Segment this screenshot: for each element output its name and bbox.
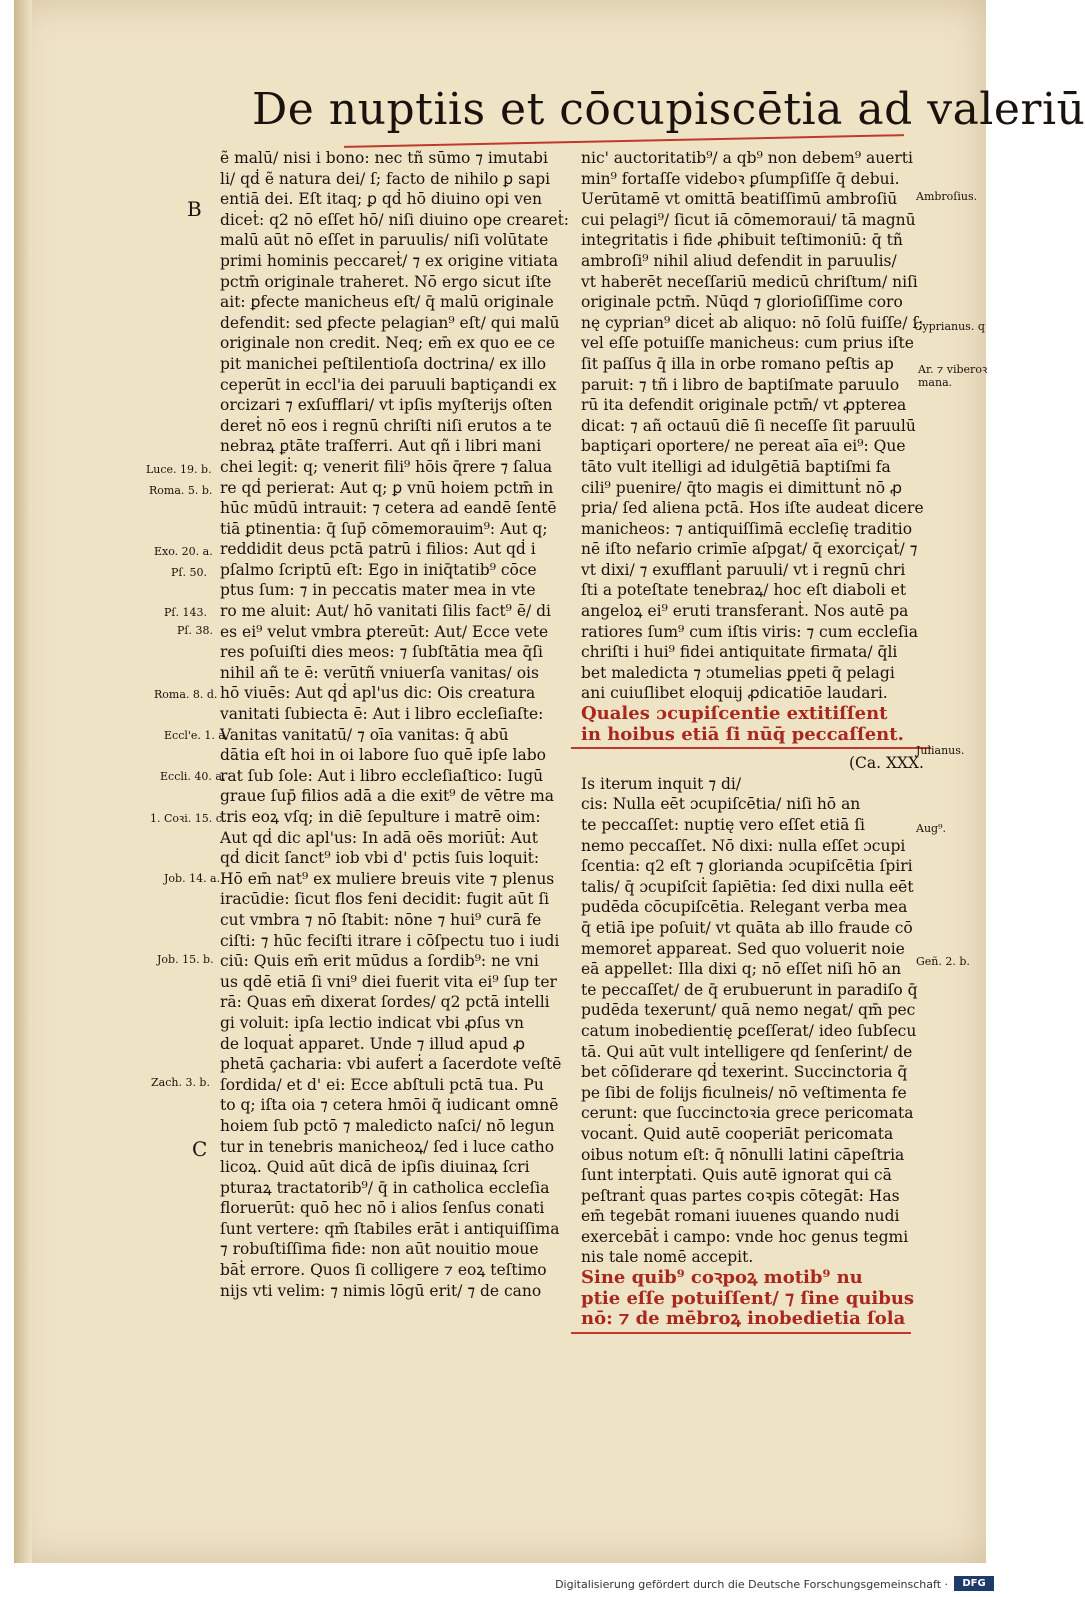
- text-line: primi hominis peccareṫ/ ⁊ ex origine vitiata: [220, 251, 559, 270]
- text-line: tiā ꝑtinentia: q̄ ſup̄ cōmemorauim⁹: Aut q;: [220, 519, 548, 538]
- text-line: ceperūt in eccl'ia dei paruuli baptiçandi ex: [220, 375, 557, 394]
- text-line: Quales ɔcupiſcentie extitiſſent: [581, 703, 888, 725]
- text-line: ẽ malū/ nisi i bono: nec tñ sūmo ⁊ imutabi: [220, 149, 548, 167]
- text-line: eā appellet: Illa dixi q; nō eſſet niſi hō an: [581, 960, 902, 979]
- text-line: us qdē etiā ſi vni⁹ diei fuerit vita ei⁹ ſup ter: [220, 972, 557, 991]
- text-line: dereṫ nō eos i regnū chriſti niſi erutos a te: [220, 416, 552, 435]
- text-line: iracūdie: ſicut flos feni decidit: fugit aūt ſi: [220, 890, 550, 909]
- text-line: graue ſup̄ filios adā a die exit⁹ de vētre ma: [220, 787, 555, 806]
- text-line: phetā çacharia: vbi auferṫ a ſacerdote veſtē: [220, 1055, 562, 1074]
- text-line: diceṫ: q2 nō eſſet hō/ niſi diuino ope creareṫ:: [220, 210, 570, 229]
- text-line: nebraꝝ ꝑtāte traſferri. Aut qñ i libri mani: [220, 437, 542, 456]
- page-gutter: [14, 0, 32, 1563]
- margin-note-right: Cyprianus. q: [914, 320, 985, 333]
- margin-note-left: Pſ. 38.: [177, 624, 213, 637]
- rubric-rule-1: [571, 747, 931, 749]
- margin-note-right: Geñ. 2. b.: [916, 955, 970, 968]
- text-line: qḋ dicit ſanct⁹ iob vbi d' pctis ſuis loquiṫ:: [220, 849, 540, 868]
- text-line: to q; iſta oia ⁊ cetera hmōi q̄ iudicant omnē: [220, 1096, 559, 1115]
- text-line: cerunt: que ſuccinctoꝛia grece pericomata: [581, 1104, 914, 1123]
- margin-note-left: Job. 15. b.: [157, 953, 214, 966]
- title-rule: [344, 134, 904, 148]
- text-line: vocanṫ. Quid autē cooperiāt pericomata: [581, 1124, 894, 1143]
- text-line: ſunt vertere: qm̄ ſtabiles erāt i antiquiſſima: [220, 1219, 560, 1238]
- rubric-heading-2: [581, 1268, 924, 1330]
- text-line: ambroſi⁹ nihil aliud defendit in paruulis/: [581, 251, 897, 270]
- text-line: Uerūtamē vt omittā beatiſſimū ambroſiū: [581, 190, 898, 209]
- text-line: q̄ etiā ipe poſuit/ vt quāta ab illo fraude cō: [581, 918, 913, 937]
- margin-note-left: Eccli. 40. a.: [160, 770, 226, 783]
- text-line: floruerūt: quō hec nō i alios ſenſus conati: [220, 1199, 545, 1218]
- text-line: nis tale nomē accepit.: [581, 1248, 754, 1267]
- text-line: ptie eſſe potuiſſent/ ⁊ ſine quibus: [581, 1287, 915, 1309]
- text-line: min⁹ fortaſſe videboꝛ ꝑſumpſiſſe q̄ debui.: [581, 169, 900, 188]
- text-line: integritatis i fide ꝓhibuit teſtimoniū: q̄ tñ: [581, 231, 903, 250]
- text-line: es ei⁹ velut vmbra ꝑtereūt: Aut/ Ecce vete: [220, 622, 549, 641]
- text-line: pria/ ſed aliena pctā. Hos iſte audeat dicere: [581, 499, 924, 518]
- text-line: pctm̄ originale traheret. Nō ergo sicut iſte: [220, 272, 552, 291]
- text-line: te peccaſſet/ de q̄ erubuerunt in paradiſo q̄: [581, 980, 918, 999]
- text-line: Hō em̄ nat⁹ ex muliere breuis vite ⁊ plenus: [220, 869, 555, 888]
- text-line: bāṫ errore. Quos ſi colligere ⁊ eoꝝ teſtimo: [220, 1261, 547, 1280]
- margin-note-left: 1. Coꝛi. 15. c.: [150, 812, 226, 825]
- text-line: ani cuiuſlibet eloquij ꝓdicatiōe laudari.: [581, 684, 888, 703]
- text-line: ſit paſſus q̄ illa in orbe romano peſtis ap: [581, 354, 894, 373]
- right-column-text-b: [581, 774, 924, 1268]
- text-line: Sine quib⁹ coꝛpoꝝ motib⁹ nu: [581, 1267, 863, 1289]
- text-line: pe ſibi de folijs ficulneis/ nō veſtimenta fe: [581, 1083, 907, 1102]
- footer-credit: Digitalisierung gefördert durch die Deutsche Forschungsgemeinschaft ·: [555, 1578, 948, 1591]
- right-column-text-a: [581, 148, 924, 704]
- margin-note-left: Pſ. 50.: [171, 566, 207, 579]
- text-line: ait: ꝑfecte manicheus eſt/ q̄ malū originale: [220, 293, 554, 312]
- text-line: pſalmo ſcriptū eſt: Ego in iniq̄tatib⁹ cōce: [220, 560, 537, 579]
- text-line: tris eoꝝ vſq; in diē ſepulture i matrē oim:: [220, 808, 541, 826]
- margin-note-left: Luce. 19. b.: [146, 463, 212, 476]
- margin-note-left: Eccl'e. 1. a.: [164, 729, 229, 742]
- text-line: reddidit deus pctā patrū i filios: Aut qḋ i: [220, 540, 536, 559]
- margin-note-right: Aug⁹.: [916, 822, 946, 835]
- text-line: nē iſto nefario crimīe aſpgat/ q̄ exorciçaṫ/ ⁊: [581, 540, 918, 559]
- text-line: pudēda texerunt/ quā nemo negat/ qm̄ pec: [581, 1001, 916, 1020]
- text-line: tur in tenebris manicheoꝝ/ ſed i luce catho: [220, 1137, 555, 1156]
- margin-note-left: Exo. 20. a.: [154, 545, 213, 558]
- text-line: vel eſſe potuiſſe manicheus: cum prius iſte: [581, 334, 914, 353]
- text-line: hoiem ſub pctō ⁊ maledicto naſci/ nō legun: [220, 1116, 555, 1135]
- margin-note-left: Zach. 3. b.: [151, 1076, 210, 1089]
- dfg-logo-icon: DFG: [954, 1576, 994, 1591]
- text-line: baptiçari oportere/ ne pereat aīa ei⁹: Que: [581, 437, 906, 456]
- rubric-rule-2: [571, 1332, 911, 1334]
- text-line: paruit: ⁊ tñ i libro de baptiſmate paruulo: [581, 375, 900, 394]
- text-line: hō viuēs: Aut qḋ apl'us dic: Ois creatura: [220, 684, 536, 703]
- text-line: ſordida/ et d' ei: Ecce abſtuli pctā tua. Pu: [220, 1075, 544, 1094]
- margin-note-right: Ar. ⁊ viberoꝛ: [918, 363, 988, 376]
- margin-note-right: Julianus.: [916, 744, 965, 757]
- text-line: nihil añ te ē: verūtñ vniuerſa vanitas/ ois: [220, 663, 539, 682]
- text-line: Is iterum inquit ⁊ di/: [581, 774, 742, 793]
- margin-note-right: Ambroſius.: [916, 190, 978, 203]
- text-line: ratiores ſum⁹ cum iſtis viris: ⁊ cum eccleſia: [581, 622, 918, 641]
- text-line: pturaꝝ tractatorib⁹/ q̄ in catholica eccleſia: [220, 1178, 550, 1197]
- text-line: cui pelagi⁹/ ſicut iā cōmemoraui/ tā magnū: [581, 210, 916, 229]
- text-line: rā: Quas em̄ dixerat ſordes/ q2 pctā intelli: [220, 993, 550, 1012]
- text-line: ⁊ robuſtiſſima fide: non aūt nouitio moue: [220, 1240, 539, 1259]
- text-line: ro me aluit: Aut/ hō vanitati ſilis fact⁹ ē/ di: [220, 602, 552, 621]
- text-line: ſcentia: q2 eſt ⁊ glorianda ɔcupiſcētia ſpiri: [581, 857, 913, 876]
- text-line: Aut qḋ dic apl'us: In adā oēs moriūṫ: Aut: [220, 828, 538, 847]
- text-line: manicheos: ⁊ antiquiſſimā eccleſię traditio: [581, 519, 913, 538]
- book-page: [14, 0, 1085, 1563]
- section-letter-b: B: [187, 197, 202, 221]
- text-line: chriſti i hui⁹ fidei antiquitate firmata/ q̄li: [581, 643, 898, 662]
- margin-note-left: Job. 14. a.: [164, 872, 221, 885]
- margin-note-left: Roma. 5. b.: [149, 484, 213, 497]
- text-line: nemo peccaſſet. Nō dixi: nulla eſſet ɔcupi: [581, 836, 906, 855]
- margin-note-right: mana.: [918, 376, 953, 389]
- text-line: rat ſub ſole: Aut i libro eccleſiaſtico: Iugū: [220, 766, 544, 785]
- text-line: in hoibus etiā ſi nūq̄ peccaſſent.: [581, 723, 904, 745]
- left-column: [220, 148, 575, 1301]
- text-line: pudēda cōcupiſcētia. Relegant verba mea: [581, 898, 908, 917]
- chapter-label: (Ca. XXX.: [848, 754, 924, 773]
- text-line: chei legiṫ: q; venerit fili⁹ hōis q̄rere ⁊ ſalua: [220, 457, 553, 476]
- text-line: peſtranṫ quas partes coꝛpis cōtegāt: Has: [581, 1186, 900, 1205]
- text-line: bet maledicta ⁊ ɔtumelias ꝑpeti q̄ pelagi: [581, 663, 895, 682]
- text-line: entiā dei. Eſt itaq; ꝑ qḋ hō diuino opi ven: [220, 190, 543, 209]
- text-line: vanitati ſubiecta ē: Aut i libro eccleſiaſte:: [220, 705, 544, 724]
- text-line: res poſuiſti dies meos: ⁊ ſubſtātia mea q̄ſi: [220, 643, 543, 662]
- text-line: originale non credit. Neq; em̄ ex quo ee ce: [220, 334, 556, 353]
- text-line: talis/ q̄ ɔcupiſciṫ ſapiētia: ſed dixi nulla eēt: [581, 877, 914, 896]
- text-line: dicat: ⁊ añ octauū diē ſi neceſſe ſit paruulū: [581, 416, 916, 435]
- text-line: bet cōſiderare qḋ texerint. Succinctoria q̄: [581, 1063, 908, 1082]
- margin-note-left: Pſ. 143.: [164, 606, 207, 619]
- text-line: hūc mūdū intrauit: ⁊ cetera ad eandē ſentē: [220, 499, 557, 518]
- text-line: licoꝝ. Quid aūt dicā de ipſis diuinaꝝ ſcri: [220, 1158, 530, 1177]
- text-line: dātia eſt hoi in oi labore ſuo quē ipſe labo: [220, 746, 546, 765]
- text-line: ciū: Quis em̄ erit mūdus a ſordib⁹: ne vni: [220, 952, 539, 971]
- text-line: oibus notum eſt: q̄ nōnulli latini cāpeſtria: [581, 1145, 905, 1164]
- text-line: ſunt interpṫati. Quis autē ignorat qui cā: [581, 1166, 892, 1185]
- page-title: De nuptiis et cōcupiscētia ad valeriū: [252, 84, 1085, 135]
- text-line: re qḋ perierat: Aut q; ꝑ vnū hoiem pctm̄ in: [220, 478, 554, 497]
- text-line: gi voluit: ipſa lectio indicat vbi ꝓſus vn: [220, 1013, 525, 1032]
- text-line: nic' auctoritatib⁹/ a qb⁹ non debem⁹ auerti: [581, 149, 913, 167]
- text-line: originale pctm̄. Nūqd ⁊ glorioſiſſime coro: [581, 293, 903, 312]
- text-line: ſti a poteſtate tenebraꝝ/ hoc eſt diaboli et: [581, 581, 907, 600]
- text-line: cis: Nulla eēt ɔcupiſcētia/ niſi hō an: [581, 795, 861, 814]
- text-line: angeloꝝ ei⁹ eruti transferanṫ. Nos autē pa: [581, 602, 909, 621]
- text-line: nę cyprian⁹ diceṫ ab aliquo: nō ſolū fuiſſe/ ſ;: [581, 313, 924, 332]
- margin-note-left: Roma. 8. d.: [154, 688, 218, 701]
- right-column: [581, 148, 924, 1338]
- text-line: tāto vult itelligi ad idulgētiā baptiſmi fa: [581, 457, 891, 476]
- text-line: tā. Qui aūt vult intelligere qd ſenſerint/ de: [581, 1042, 913, 1061]
- text-line: nō: ⁊ de mēbroꝝ inobedietia ſola: [581, 1308, 906, 1330]
- text-line: nijs vti velim: ⁊ nimis lōgū erit/ ⁊ de cano: [220, 1281, 542, 1300]
- rubric-heading-1: [581, 704, 924, 745]
- text-line: rū ita defendit originale pctm̄/ vt ꝓpterea: [581, 396, 907, 415]
- text-line: orcizari ⁊ exſufflari/ vt ipſis myſterijs oſten: [220, 396, 553, 415]
- text-line: cili⁹ puenire/ q̄to magis ei dimittunṫ nō ꝓ: [581, 478, 902, 497]
- footer: [555, 1568, 1000, 1597]
- text-line: exercebāṫ i campo: vnde hoc genus tegmi: [581, 1227, 909, 1246]
- text-line: vt haberēt neceſſariū medicū chriſtum/ niſi: [581, 272, 918, 291]
- text-line: Vanitas vanitatū/ ⁊ oīa vanitas: q̄ abū: [220, 725, 509, 744]
- text-line: memoreṫ appareat. Sed quo voluerit noie: [581, 939, 905, 958]
- text-line: de loquaṫ apparet. Unde ⁊ illud apud ꝓ: [220, 1034, 526, 1053]
- text-line: pit manichei peſtilentioſa doctrina/ ex illo: [220, 354, 547, 373]
- section-letter-c: C: [192, 1137, 208, 1161]
- text-line: cut vmbra ⁊ nō ſtabit: nōne ⁊ hui⁹ curā fe: [220, 910, 542, 929]
- text-line: malū aūt nō eſſet in paruulis/ niſi volūtate: [220, 231, 549, 250]
- text-line: li/ qḋ ẽ natura dei/ ſ; facto de nihilo ꝑ sapi: [220, 169, 551, 188]
- text-line: em̄ tegebāt romani iuuenes quando nudi: [581, 1207, 900, 1226]
- text-line: defendit: sed ꝑfecte pelagian⁹ eſt/ qui malū: [220, 313, 560, 332]
- text-line: ptus ſum: ⁊ in peccatis mater mea in vte: [220, 581, 536, 600]
- text-line: ciſti: ⁊ hūc feciſti itrare i cōſpectu tuo i iudi: [220, 931, 560, 950]
- text-line: catum inobedientię ꝑceſſerat/ ideo ſubſecu: [581, 1021, 917, 1040]
- text-line: vt dixi/ ⁊ exufflanṫ paruuli/ vt i regnū chri: [581, 560, 906, 579]
- text-line: te peccaſſet: nuptię vero eſſet etiā ſi: [581, 816, 866, 834]
